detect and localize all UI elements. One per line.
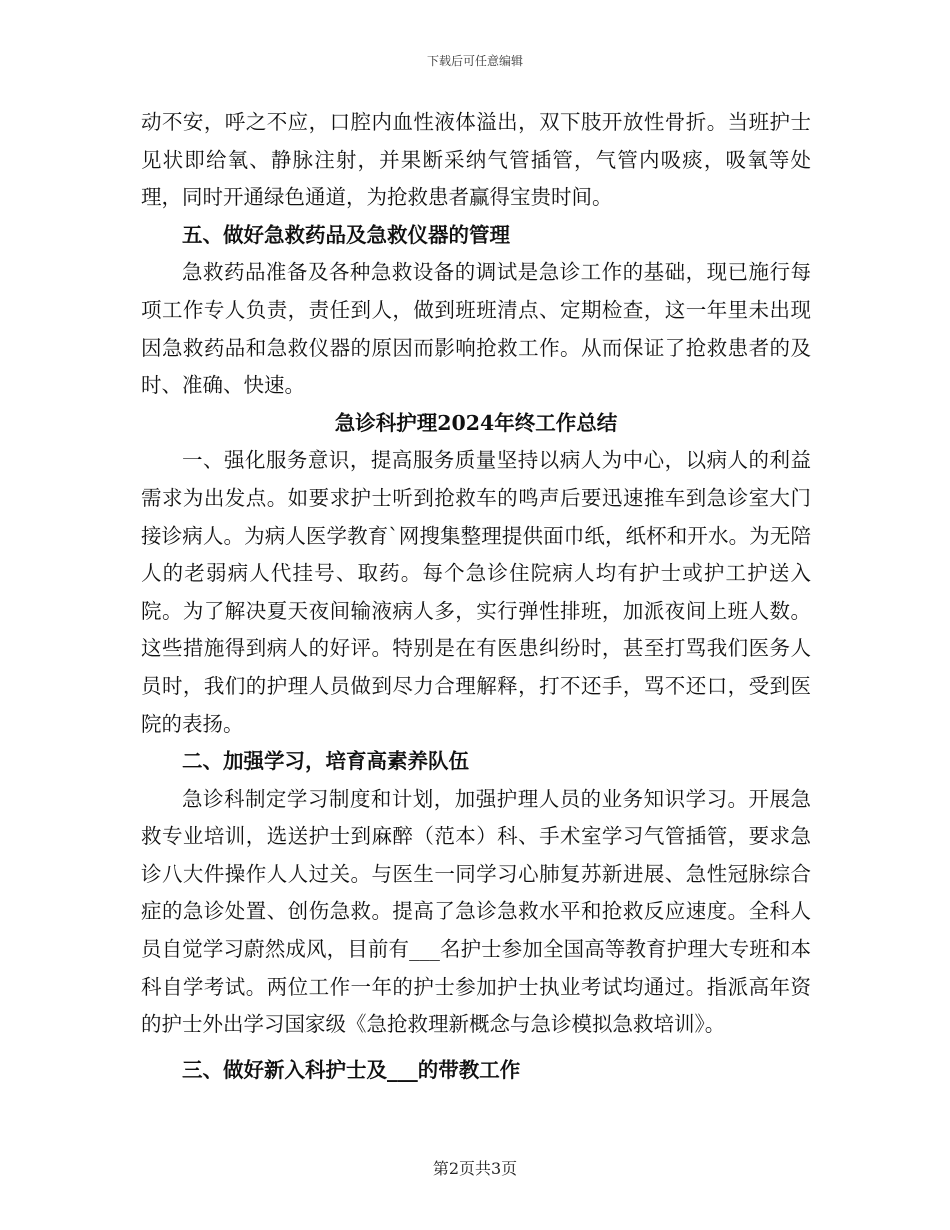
section-heading-3: 三、做好新入科护士及___的带教工作: [182, 1057, 521, 1082]
paragraph-continuation: 动不安，呼之不应，口腔内血性液体溢出，双下肢开放性骨折。当班护士见状即给氧、静脉注射，并果断采纳气管插管，气管内吸痰，吸氧等处理，同时开通绿色通道，为抢救患者赢得宝贵时间。: [141, 110, 811, 210]
paragraph-training: 急诊科制定学习制度和计划，加强护理人员的业务知识学习。开展急救专业培训，选送护士到麻醉（范本）科、手术室学习气管插管，要求急诊八大件操作人人过关。与医生一同学习心肺复苏新进展、急性冠脉综合症的急诊处置、创伤急救。提高了急诊急救水平和抢救反应速度。全科人员自觉学习蔚然成风，目前有___名护士参加全国高等教育护理大专班和本科自学考试。两位工作一年的护士参加护士执业考试均通过。指派高年资的护士外出学习国家级《急抢救理新概念与急诊模拟急救培训》。: [141, 786, 811, 1037]
page-header: 下载后可任意编辑: [426, 54, 523, 68]
paragraph-emergency-drugs: 急救药品准备及各种急救设备的调试是急诊工作的基础，现已施行每项工作专人负责，责任到人，做到班班清点、定期检查，这一年里未出现因急救药品和急救仪器的原因而影响抢救工作。从而保证了抢救患者的及时、准确、快速。: [141, 260, 811, 398]
page-footer: 第2页共3页: [432, 1159, 518, 1178]
section-heading-5: 五、做好急救药品及急救仪器的管理: [182, 222, 510, 247]
document-title: 急诊科护理2024年终工作总结: [334, 410, 618, 435]
section-heading-2: 二、加强学习，培育高素养队伍: [182, 749, 469, 774]
paragraph-service-awareness: 一、强化服务意识，提高服务质量坚持以病人为中心，以病人的利益需求为出发点。如要求护士听到抢救车的鸣声后要迅速推车到急诊室大门接诊病人。为病人医学教育`网搜集整理提供面巾纸，纸杯和开水。为无陪人的老弱病人代挂号、取药。每个急诊住院病人均有护士或护工护送入院。为了解决夏天夜间输液病人多，实行弹性排班，加派夜间上班人数。这些措施得到病人的好评。特别是在有医患纠纷时，甚至打骂我们医务人员时，我们的护理人员做到尽力合理解释，打不还手，骂不还口，受到医院的表扬。: [141, 448, 811, 736]
document-body: [141, 104, 811, 1089]
